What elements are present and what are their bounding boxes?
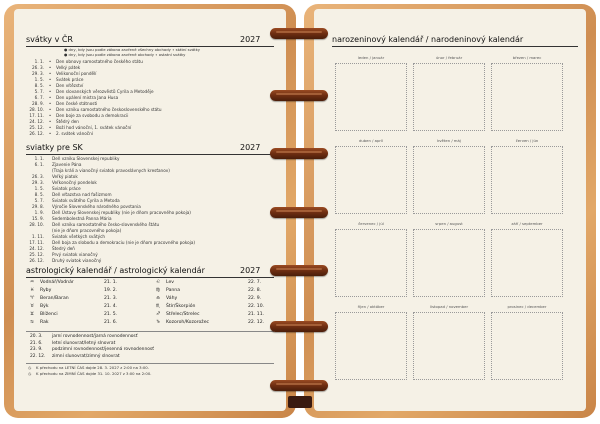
holiday-date: 26. 12.	[29, 131, 44, 136]
sk-holiday-row	[26, 228, 276, 233]
holiday-name: Sviatok všetkých svätých	[52, 234, 106, 239]
holiday-name: Výročie Slovenského národného povstania	[52, 204, 141, 209]
zodiac-sign-name: Beran/Baran	[40, 296, 69, 301]
holiday-date: 25. 12.	[29, 252, 44, 257]
zodiac-sign-icon: ♎	[156, 296, 161, 301]
sk-holiday-row	[26, 174, 276, 179]
zodiac-sign-icon: ♏	[156, 304, 161, 309]
holiday-name: (nie je dňom pracovného pokoja)	[52, 228, 122, 233]
zodiac-sign-icon: ♒	[30, 280, 35, 285]
astro-title-rule	[26, 277, 274, 278]
zodiac-sign-date: 21. 5.	[104, 312, 118, 317]
zodiac-sign-name: Panna	[166, 288, 181, 293]
cz-holidays-year: 2027	[240, 35, 261, 44]
holiday-bullet-icon: •	[48, 59, 52, 64]
holiday-date: 1. 1.	[34, 59, 44, 64]
zodiac-sign-name: Štír/Škorpión	[166, 304, 196, 309]
bookmark-ribbon	[288, 396, 312, 408]
cz-holiday-row	[26, 101, 276, 106]
cz-holiday-row	[26, 113, 276, 118]
sk-holiday-row	[26, 156, 276, 161]
zodiac-sign-date: 22. 10.	[248, 304, 265, 309]
cz-holiday-row	[26, 107, 276, 112]
cz-holiday-row	[26, 125, 276, 130]
holiday-name: Boží hod vánoční, 1. svátek vánoční	[56, 125, 132, 130]
zodiac-sign-icon: ♓	[30, 288, 35, 293]
month-box	[335, 229, 407, 297]
sk-holiday-row	[26, 186, 276, 191]
birthday-calendar-title: narozeninový kalendář / narodeninový kalendár	[332, 35, 524, 44]
sk-holidays-title: sviatky pre SK	[26, 143, 83, 152]
birthday-month-grid	[314, 9, 586, 411]
zodiac-sign-name: Blíženci	[40, 312, 58, 317]
holiday-date: 1. 9.	[34, 210, 44, 215]
season-date: 22. 12.	[30, 353, 46, 359]
month-box	[413, 312, 485, 380]
holiday-name: Zjavenie Pána	[52, 162, 82, 167]
zodiac-sign-icon: ♋	[30, 320, 35, 325]
holiday-name: Štedrý deň	[52, 246, 75, 251]
month-box	[491, 146, 563, 214]
zodiac-sign-name: Býk	[40, 304, 49, 309]
holiday-bullet-icon: •	[48, 83, 52, 88]
holiday-date: 17. 11.	[29, 113, 44, 118]
cz-holidays-list	[26, 59, 276, 139]
binder-ring-6	[270, 321, 328, 332]
holiday-name: Den boje za svobodu a demokracii	[56, 113, 129, 118]
month-label: únor / február	[435, 55, 463, 60]
zodiac-sign-icon: ♈	[30, 296, 35, 301]
dst-summer-note: K přechodu na LETNÍ ČAS dojde 28. 3. 2027 z 2:00 na 3:00.	[36, 365, 149, 370]
cz-holiday-row	[26, 65, 276, 70]
holiday-date: 26. 3.	[32, 174, 44, 179]
holiday-date: 28. 10.	[29, 222, 44, 227]
holiday-date: 8. 5.	[34, 192, 44, 197]
sk-holiday-row	[26, 222, 276, 227]
holiday-bullet-icon: •	[48, 125, 52, 130]
month-box	[491, 312, 563, 380]
holiday-date: 28. 9.	[32, 101, 44, 106]
sk-title-rule	[26, 154, 274, 155]
zodiac-sign-date: 21. 3.	[104, 296, 118, 301]
holiday-date: 6. 1.	[34, 162, 44, 167]
sk-holidays-year: 2027	[240, 143, 261, 152]
holiday-date: 1. 5.	[34, 186, 44, 191]
zodiac-sign-date: 22. 7.	[248, 280, 262, 285]
zodiac-sign-name: Lev	[166, 280, 175, 285]
binder-ring-3	[270, 148, 328, 159]
holiday-bullet-icon: •	[48, 95, 52, 100]
month-box	[413, 63, 485, 131]
holiday-date: 17. 11.	[29, 240, 44, 245]
holiday-name: (Traja králi a vianočný sviatok pravoslávnych kresťanov)	[52, 168, 170, 173]
sk-holiday-row	[26, 162, 276, 167]
month-box	[491, 63, 563, 131]
month-box	[335, 312, 407, 380]
holiday-name: Prvý sviatok vianočný	[52, 252, 98, 257]
holiday-name: Sviatok práce	[52, 186, 81, 191]
holiday-bullet-icon: •	[48, 107, 52, 112]
season-name: letní slunovrat/letný slnovrat	[52, 340, 116, 346]
sk-holiday-row	[26, 216, 276, 221]
zodiac-sign-icon: ♍	[156, 288, 161, 293]
sk-holiday-row	[26, 240, 276, 245]
holiday-bullet-icon: •	[48, 89, 52, 94]
zodiac-sign-icon: ♊	[30, 312, 35, 317]
cz-holiday-row	[26, 77, 276, 82]
zodiac-sign-date: 22. 8.	[248, 288, 262, 293]
holiday-name: Deň víťazstva nad fašizmom	[52, 192, 112, 197]
holiday-name: Den upálení mistra Jana Husa	[56, 95, 119, 100]
holiday-date: 29. 3.	[32, 71, 44, 76]
holiday-date: 24. 12.	[29, 119, 44, 124]
holiday-date: 1. 11.	[32, 234, 44, 239]
month-label: říjen / október	[357, 304, 385, 309]
month-label: prosinec / december	[507, 304, 547, 309]
sk-holiday-row	[26, 234, 276, 239]
binder-ring-5	[270, 265, 328, 276]
holiday-name: Den obnovy samostatného českého státu	[56, 59, 143, 64]
holiday-name: Druhý sviatok vianočný	[52, 258, 102, 263]
holiday-name: Štědrý den	[56, 119, 79, 124]
cz-holidays-title: svátky v ČR	[26, 35, 73, 44]
holiday-name: Velikonoční pondělí	[56, 71, 97, 76]
cz-holiday-row	[26, 83, 276, 88]
cz-holiday-row	[26, 89, 276, 94]
zodiac-sign-date: 21. 1.	[104, 280, 118, 285]
astro-divider	[26, 331, 274, 332]
holiday-date: 5. 7.	[34, 198, 44, 203]
holiday-date: 29. 8.	[32, 204, 44, 209]
sk-holiday-row	[26, 168, 276, 173]
holiday-date: 6. 7.	[34, 95, 44, 100]
month-box	[335, 63, 407, 131]
cz-holiday-row	[26, 95, 276, 100]
dst-winter-note: K přechodu na ZIMNÍ ČAS dojde 31. 10. 2027 z 3:00 na 2:00.	[36, 371, 152, 376]
holiday-bullet-icon: •	[48, 65, 52, 70]
sk-holiday-row	[26, 252, 276, 257]
holiday-date: 26. 12.	[29, 258, 44, 263]
holiday-name: Sedembolestná Panna Mária	[52, 216, 112, 221]
holiday-bullet-icon: •	[48, 101, 52, 106]
dst-summer-icon: ◷	[28, 365, 32, 370]
binder-ring-7	[270, 380, 328, 391]
zodiac-sign-name: Rak	[40, 320, 49, 325]
season-name: zimní slunovrat/zimný slnovrat	[52, 353, 120, 359]
holiday-name: Deň vzniku samostatného česko-slovenského štátu	[52, 222, 160, 227]
month-label: březen / marec	[512, 55, 542, 60]
holiday-name: Den vítězství	[56, 83, 84, 88]
sk-holiday-row	[26, 204, 276, 209]
holiday-date: 29. 3.	[32, 180, 44, 185]
zodiac-table	[26, 280, 276, 330]
holiday-name: Deň Ústavy Slovenskej republiky (nie je dňom pracovného pokoja)	[52, 210, 191, 215]
sk-holidays-list	[26, 156, 276, 266]
astro-year: 2027	[240, 266, 261, 275]
holiday-bullet-icon: •	[48, 119, 52, 124]
month-label: srpen / august	[435, 221, 463, 226]
holiday-name: Den slovanských věrozvěstů Cyrila a Metoděje	[56, 89, 154, 94]
sk-holiday-row	[26, 210, 276, 215]
zodiac-sign-name: Vodnář/Vodnár	[40, 280, 74, 285]
holiday-bullet-icon: •	[48, 77, 52, 82]
month-label: leden / január	[357, 55, 385, 60]
binder-ring-1	[270, 28, 328, 39]
holiday-name: Den vzniku samostatného československého státu	[56, 107, 162, 112]
zodiac-sign-date: 21. 4.	[104, 304, 118, 309]
left-page	[14, 9, 286, 411]
holiday-name: Veľký piatok	[52, 174, 78, 179]
season-name: jarní rovnodennost/jarná rovnodennosť	[52, 334, 138, 339]
holiday-date: 1. 5.	[34, 77, 44, 82]
zodiac-sign-icon: ♉	[30, 304, 35, 309]
zodiac-sign-icon: ♐	[156, 312, 161, 317]
season-date: 20. 3.	[30, 334, 43, 339]
zodiac-sign-date: 21. 6.	[104, 320, 118, 325]
holiday-date: 28. 10.	[29, 107, 44, 112]
month-box	[413, 229, 485, 297]
zodiac-sign-name: Váhy	[166, 296, 178, 301]
astro-title: astrologický kalendář / astrologický kalendár	[26, 266, 205, 275]
cz-legend-2: ● dny, kdy jsou podle zákona zavřené obchody ∙ ostatní svátky	[64, 52, 186, 57]
holiday-bullet-icon: •	[48, 71, 52, 76]
seasons-list	[26, 334, 276, 362]
month-label: listopad / november	[429, 304, 469, 309]
holiday-name: Deň boja za slobodu a demokraciu (nie je dňom pracovného pokoja)	[52, 240, 196, 245]
sk-holiday-row	[26, 192, 276, 197]
season-date: 23. 9.	[30, 347, 43, 352]
month-box	[491, 229, 563, 297]
zodiac-sign-icon: ♌	[156, 280, 161, 285]
dst-winter-icon: ◷	[28, 371, 32, 376]
zodiac-sign-name: Ryby	[40, 288, 52, 293]
holiday-date: 1. 1.	[34, 156, 44, 161]
holiday-date: 5. 7.	[34, 89, 44, 94]
month-box	[413, 146, 485, 214]
cz-holiday-row	[26, 119, 276, 124]
zodiac-sign-date: 22. 9.	[248, 296, 262, 301]
holiday-date: 8. 5.	[34, 83, 44, 88]
month-label: červenec / júl	[358, 221, 384, 226]
holiday-name: 2. svátek vánoční	[56, 131, 93, 136]
zodiac-sign-icon: ♑	[156, 320, 161, 325]
right-page	[314, 9, 586, 411]
sk-holiday-row	[26, 246, 276, 251]
holiday-date: 24. 12.	[29, 246, 44, 251]
binder-ring-4	[270, 207, 328, 218]
dst-divider	[26, 363, 274, 364]
holiday-bullet-icon: •	[48, 113, 52, 118]
cz-legend-1: ● dny, kdy jsou podle zákona zavřené všechny obchody ∙ státní svátky	[64, 47, 200, 52]
sk-holiday-row	[26, 198, 276, 203]
sk-holiday-row	[26, 180, 276, 185]
cz-holiday-row	[26, 59, 276, 64]
holiday-date: 15. 9.	[32, 216, 44, 221]
holiday-name: Veľkonočný pondelok	[52, 180, 97, 185]
holiday-name: Velký pátek	[56, 65, 81, 70]
holiday-name: Sviatok svätého Cyrila a Metoda	[52, 198, 120, 203]
holiday-name: Svátek práce	[56, 77, 84, 82]
holiday-date: 26. 3.	[32, 65, 44, 70]
zodiac-sign-name: Střelec/Strelec	[166, 312, 200, 317]
season-name: podzimní rovnodennost/jesenná rovnodennosť	[52, 347, 154, 352]
zodiac-sign-date: 19. 2.	[104, 288, 118, 293]
month-box	[335, 146, 407, 214]
zodiac-sign-date: 21. 11.	[248, 312, 265, 317]
month-label: červen / jún	[515, 138, 539, 143]
zodiac-sign-name: Kozoroh/Kozorožec	[166, 320, 210, 325]
holiday-date: 25. 12.	[29, 125, 44, 130]
binder-ring-2	[270, 90, 328, 101]
holiday-name: Deň vzniku Slovenskej republiky	[52, 156, 120, 161]
month-label: září / september	[511, 221, 543, 226]
month-label: duben / apríl	[358, 138, 384, 143]
cz-holiday-row	[26, 71, 276, 76]
cz-holiday-row	[26, 131, 276, 136]
holiday-name: Den české státnosti	[56, 101, 98, 106]
month-label: květen / máj	[437, 138, 461, 143]
zodiac-sign-date: 22. 12.	[248, 320, 265, 325]
season-date: 21. 6.	[30, 340, 43, 346]
holiday-bullet-icon: •	[48, 131, 52, 136]
sk-holiday-row	[26, 258, 276, 263]
